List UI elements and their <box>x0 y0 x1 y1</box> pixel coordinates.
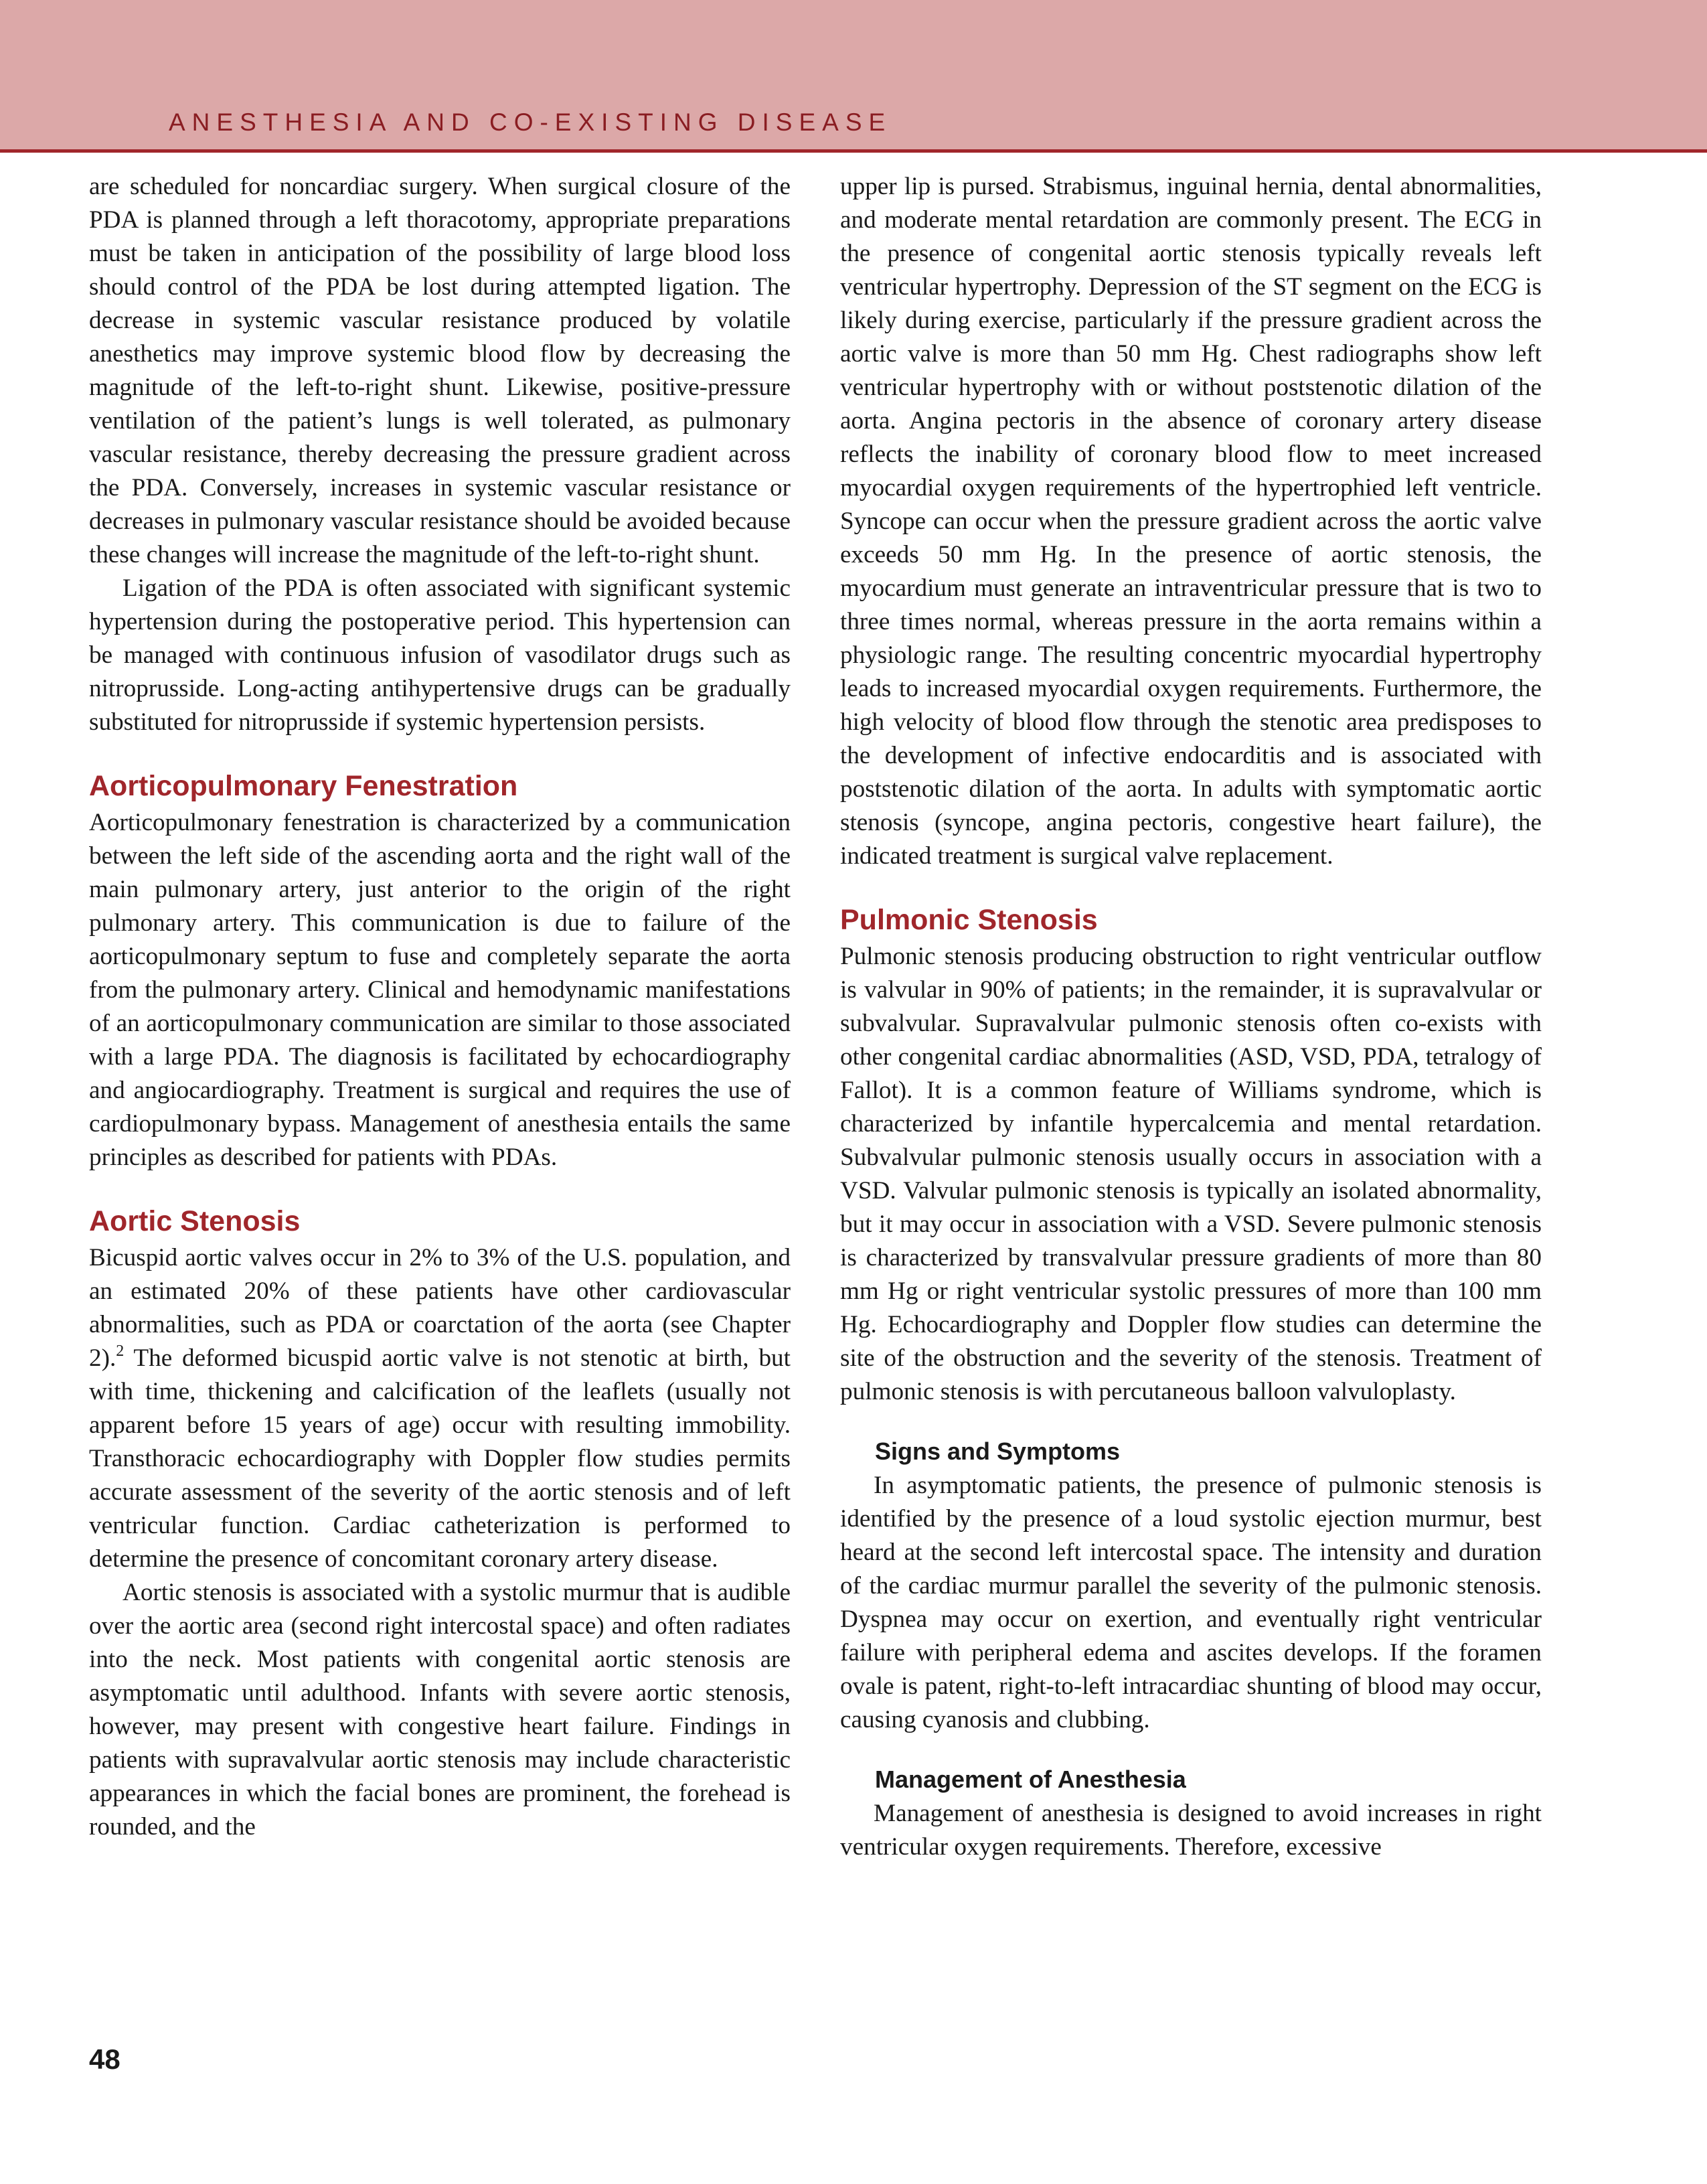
running-head: ANESTHESIA AND CO-EXISTING DISEASE <box>169 108 892 136</box>
section-heading-aorticopulmonary-fenestration: Aorticopulmonary Fenestration <box>89 770 518 802</box>
paragraph-text: Bicuspid aortic valves occur in 2% to 3% of the U.S. population, and an estimated 20% of these patients have other cardiovascular abnormalities, such as PDA or coarctation of the aorta (see Chapter 2). <box>89 1244 791 1372</box>
right-column <box>840 170 1542 1864</box>
paragraph: In asymptomatic patients, the presence of pulmonic stenosis is identified by the presence of a loud systolic ejection murmur, best heard at the second left intercostal space. The intensity and duration of the cardiac murmur parallel the severity of the pulmonic stenosis. Dyspnea may occur on exertion, and eventually right ventricular failure with peripheral edema and ascites develops. If the foramen ovale is patent, right-to-left intracardiac shunting of blood may occur, causing cyanosis and clubbing. <box>840 1472 1542 1733</box>
left-column <box>89 170 791 1844</box>
paragraph: Management of anesthesia is designed to avoid increases in right ventricular oxygen requirements. Therefore, excessive <box>840 1800 1542 1861</box>
subsection-heading-management-of-anesthesia: Management of Anesthesia <box>875 1766 1186 1793</box>
paragraph: upper lip is pursed. Strabismus, inguinal hernia, dental abnormalities, and moderate mental retardation are commonly present. The ECG in the presence of congenital aortic stenosis typically reveals left ventricular hypertrophy. Depression of the ST segment on the ECG is likely during exercise, particularly if the pressure gradient across the aortic valve is more than 50 mm Hg. Chest radiographs show left ventricular hypertrophy with or without poststenotic dilation of the aorta. Angina pectoris in the absence of coronary artery disease reflects the inability of coronary blood flow to meet increased myocardial oxygen requirements of the hypertrophied left ventricle. Syncope can occur when the pressure gradient across the aortic valve exceeds 50 mm Hg. In the presence of aortic stenosis, the myocardium must generate an intraventricular pressure that is two to three times normal, whereas pressure in the aorta remains within a physiologic range. The resulting concentric myocardial hypertrophy leads to increased myocardial oxygen requirements. Furthermore, the high velocity of blood flow through the stenotic area predisposes to the development of infective endocarditis and is associated with poststenotic dilation of the aorta. In adults with symptomatic aortic stenosis (syncope, angina pectoris, congestive heart failure), the indicated treatment is surgical valve replacement. <box>840 173 1542 870</box>
paragraph: are scheduled for noncardiac surgery. When surgical closure of the PDA is planned through a left thoracotomy, appropriate preparations must be taken in anticipation of the possibility of large blood loss should control of the PDA be lost during attempted ligation. The decrease in systemic vascular resistance produced by volatile anesthetics may improve systemic blood flow by decreasing the magnitude of the left-to-right shunt. Likewise, positive-pressure ventilation of the patient’s lungs is well tolerated, as pulmonary vascular resistance, thereby decreasing the pressure gradient across the PDA. Conversely, increases in systemic vascular resistance or decreases in pulmonary vascular resistance should be avoided because these changes will increase the magnitude of the left-to-right shunt. <box>89 173 791 568</box>
citation-superscript: 2 <box>116 1342 125 1360</box>
paragraph: Ligation of the PDA is often associated with significant systemic hypertension during the postoperative period. This hypertension can be managed with continuous infusion of vasodilator drugs such as nitroprusside. Long-acting antihypertensive drugs can be gradually substituted for nitroprusside if systemic hypertension persists. <box>89 574 791 736</box>
paragraph: Aortic stenosis is associated with a systolic murmur that is audible over the aortic area (second right intercostal space) and often radiates into the neck. Most patients with congenital aortic stenosis are asymptomatic until adulthood. Infants with severe aortic stenosis, however, may present with congestive heart failure. Findings in patients with supravalvular aortic stenosis may include characteristic appearances in which the facial bones are prominent, the forehead is rounded, and the <box>89 1579 791 1841</box>
paragraph: Aorticopulmonary fenestration is characterized by a communication between the left side of the ascending aorta and the right wall of the main pulmonary artery, just anterior to the origin of the right pulmonary artery. This communication is due to failure of the aorticopulmonary septum to fuse and completely separate the aorta from the pulmonary artery. Clinical and hemodynamic manifestations of an aorticopulmonary communication are similar to those associated with a large PDA. The diagnosis is facilitated by echocardiography and angiocardiography. Treatment is surgical and requires the use of cardiopulmonary bypass. Management of anesthesia entails the same principles as described for patients with PDAs. <box>89 809 791 1171</box>
page-number: 48 <box>89 2043 120 2075</box>
paragraph-text: The deformed bicuspid aortic valve is not stenotic at birth, but with time, thickening and calcification of the leaflets (usually not apparent before 15 years of age) occur with resulting immobility. Transthoracic echocardiography with Doppler flow studies permits accurate assessment of the severity of the aortic stenosis and of left ventricular function. Cardiac catheterization is performed to determine the presence of concomitant coronary artery disease. <box>89 1344 791 1573</box>
section-heading-aortic-stenosis: Aortic Stenosis <box>89 1205 301 1237</box>
subsection-heading-signs-and-symptoms: Signs and Symptoms <box>875 1437 1121 1465</box>
section-heading-pulmonic-stenosis: Pulmonic Stenosis <box>840 904 1098 936</box>
paragraph: Pulmonic stenosis producing obstruction to right ventricular outflow is valvular in 90% of patients; in the remainder, it is supravalvular or subvalvular. Supravalvular pulmonic stenosis often co-exists with other congenital cardiac abnormalities (ASD, VSD, PDA, tetralogy of Fallot). It is a common feature of Williams syndrome, which is characterized by infantile hypercalcemia and mental retardation. Subvalvular pulmonic stenosis usually occurs in association with a VSD. Valvular pulmonic stenosis is typically an isolated abnormality, but it may occur in association with a VSD. Severe pulmonic stenosis is characterized by transvalvular pressure gradients of more than 80 mm Hg or right ventricular systolic pressures of more than 100 mm Hg. Echocardiography and Doppler flow studies can determine the site of the obstruction and the severity of the stenosis. Treatment of pulmonic stenosis is with percutaneous balloon valvuloplasty. <box>840 943 1542 1405</box>
header-band <box>0 0 1707 153</box>
paragraph <box>89 1241 791 1576</box>
